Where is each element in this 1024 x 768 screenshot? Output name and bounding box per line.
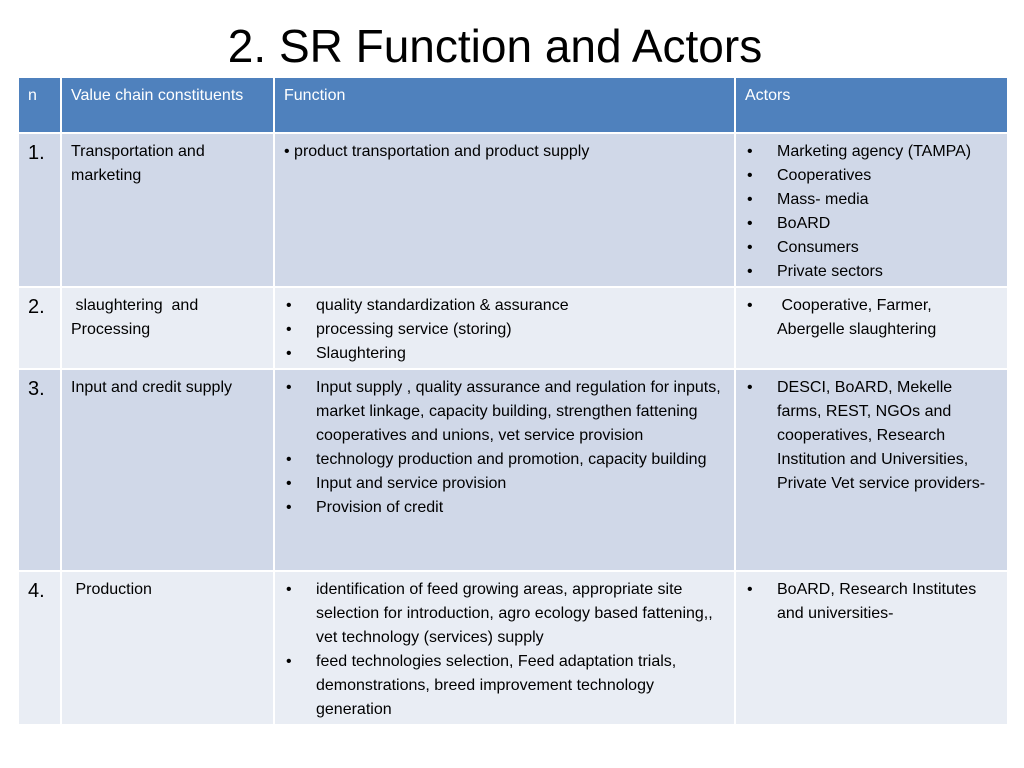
actors-cell [735,133,1008,287]
table-row [18,133,1008,287]
value-chain-constituent: slaughtering and Processing [61,287,274,369]
function-list [284,376,726,520]
function-item: • processing service (storing) [284,318,726,342]
actors-list [745,140,999,284]
actor-item: • Cooperative, Farmer, Abergelle slaughtering [745,294,999,342]
function-cell [274,571,735,725]
actors-cell [735,369,1008,571]
header-function: Function [274,77,735,133]
actor-item: • Marketing agency (TAMPA) [745,140,999,164]
value-chain-constituent: Transportation and marketing [61,133,274,287]
function-item: • quality standardization & assurance [284,294,726,318]
actor-item: • Private sectors [745,260,999,284]
actors-list [745,294,999,342]
value-chain-constituent: Input and credit supply [61,369,274,571]
table-row [18,571,1008,725]
header-value-chain-constituents: Value chain constituents [61,77,274,133]
header-n: n [18,77,61,133]
table-row [18,287,1008,369]
function-item: • identification of feed growing areas, appropriate site selection for introduction, agro ecology based fattening,, vet technology (services) supply [284,578,726,650]
table-header-row [18,77,1008,133]
row-number: 3. [18,369,61,571]
actor-item: • Cooperatives [745,164,999,188]
function-item: • product transportation and product supply [284,140,726,164]
function-item: • technology production and promotion, capacity building [284,448,726,472]
function-item: • Slaughtering [284,342,726,366]
row-number: 1. [18,133,61,287]
actors-list [745,578,999,626]
actor-item: • DESCI, BoARD, Mekelle farms, REST, NGOs and cooperatives, Research Institution and Universities, Private Vet service providers- [745,376,999,496]
actors-cell [735,287,1008,369]
function-item: • Input supply , quality assurance and regulation for inputs, market linkage, capacity building, strengthen fattening cooperatives and unions, vet service provision [284,376,726,448]
actor-item: • BoARD [745,212,999,236]
actor-item: • Mass- media [745,188,999,212]
actor-item: • Consumers [745,236,999,260]
value-chain-constituent: Production [61,571,274,725]
actors-cell [735,571,1008,725]
actors-list [745,376,999,496]
header-actors: Actors [735,77,1008,133]
row-number: 2. [18,287,61,369]
function-item: • feed technologies selection, Feed adaptation trials, demonstrations, breed improvement technology generation [284,650,726,722]
slide-title: 2. SR Function and Actors [227,20,763,72]
row-number: 4. [18,571,61,725]
sr-function-actors-table [17,76,1009,726]
actor-item: • BoARD, Research Institutes and universities- [745,578,999,626]
function-cell [274,287,735,369]
table-row [18,369,1008,571]
function-item: • Input and service provision [284,472,726,496]
function-list [284,294,726,366]
function-cell [274,133,735,287]
function-list [284,578,726,722]
function-cell [274,369,735,571]
function-item: • Provision of credit [284,496,726,520]
